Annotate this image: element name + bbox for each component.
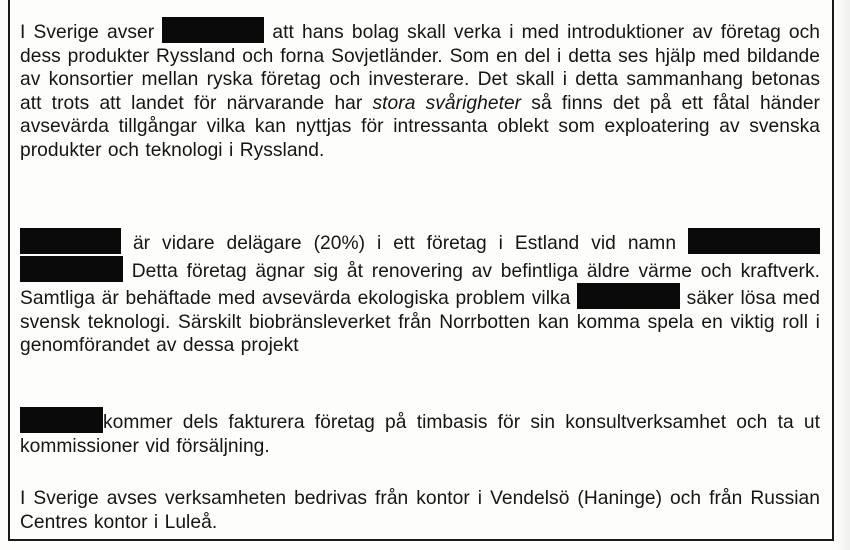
redaction-box [577,283,680,309]
p2-text-end: säker lösa med svensk teknologi. Särskilt biobränsleverket från Norrbotten kan komma spela en viktig roll i genomförandet av dessa projekt [20,288,820,357]
redaction-box [20,407,103,433]
redaction-box [162,17,264,43]
p1-text-start: I Sverige avser [20,22,155,43]
redaction-box [20,256,123,282]
scan-edge-shadow [836,0,850,550]
p1-text-body: att hans bolag skall verka i med introduktioner av företag och dess produkter Ryssland och forna Sovjetländer. Som en del i detta ses hjälp med bildande av konsortier mellan ryska företag och investerare. Det skall i detta sammanhang betonas att trots att landet för närvarande har [20,22,820,114]
redaction-box [688,228,820,254]
paragraph-estonia [20,228,820,358]
p3-text: kommer dels fakturera företag på timbasis för sin konsultverksamhet och ta ut kommissioner vid försäljning. [20,412,820,457]
paragraph-introduction [20,17,820,163]
paragraph-offices [20,487,820,534]
redaction-box [20,228,121,254]
p2-text-middle: Detta företag ägnar sig åt renovering av befintliga äldre värme och kraftverk. Samtliga är behäftade med avsevärda ekologiska problem vilka [20,260,820,310]
p2-text-start: är vidare delägare (20%) i ett företag i Estland vid namn [132,233,677,254]
p4-text: I Sverige avses verksamheten bedrivas från kontor i Vendelsö (Haninge) och från Russian Centres kontor i Luleå. [20,488,820,533]
paragraph-billing [20,407,820,458]
p1-text-italic: stora svårigheter [372,92,522,114]
p1-text-end: så finns det på ett fåtal händer avsevärda tillgångar vilka kan nyttjas för intressanta oblekt som exploatering av svenska produkter och teknologi i Ryssland. [20,92,820,161]
